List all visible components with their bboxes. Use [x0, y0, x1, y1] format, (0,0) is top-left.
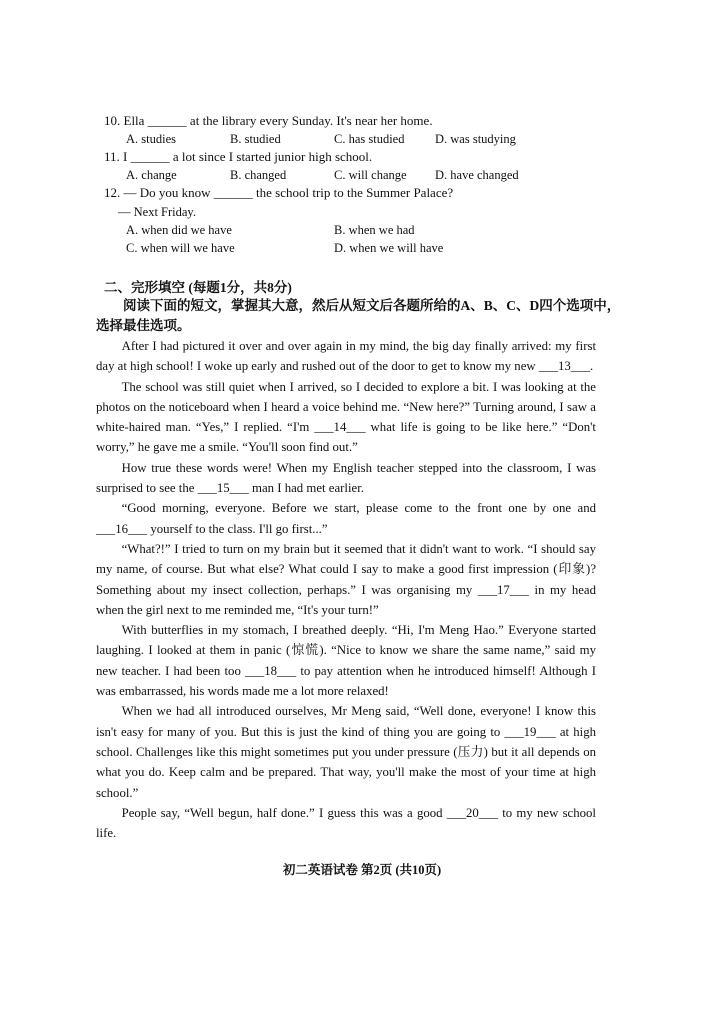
question-12-option-c: C. when will we have [126, 241, 235, 255]
section-title: 二、完形填空 (每题1分，共8分) [104, 280, 292, 295]
question-11-option-a: A. change [126, 168, 177, 182]
question-11-stem: 11. I ______ a lot since I started junior high school. [104, 149, 373, 164]
cloze-passage [96, 336, 596, 843]
passage-paragraph: After I had pictured it over and over again in my mind, the big day finally arrived: my first day at high school! I woke up early and rushed out of the door to get to know my new ___13___. [96, 339, 596, 374]
question-10-option-d: D. was studying [435, 132, 516, 146]
question-12-option-d: D. when we will have [334, 241, 444, 255]
question-10-stem: 10. Ella ______ at the library every Sunday. It's near her home. [104, 113, 433, 128]
passage-paragraph: “Good morning, everyone. Before we start, please come to the front one by one and ___16___ yourself to the class. I'll go first...” [96, 501, 596, 536]
question-12-reply: — Next Friday. [118, 205, 196, 219]
passage-paragraph: When we had all introduced ourselves, Mr Meng said, “Well done, everyone! I know this isn't easy for many of you. But this is just the kind of thing you are going to ___19___ at high school. Challenges like this might sometimes put you under pressure (压力) but it all depends on what you do. Keep calm and be prepared. That way, you'll make the most of your time at high school.” [96, 704, 596, 800]
passage-paragraph: “What?!” I tried to turn on my brain but it seemed that it didn't want to work. “I should say my name, of course. But what else? What could I say to make a good first impression (印象)? Something about my insect collection, perhaps.” I was organising my ___17___ in my head when the girl next to me reminded me, “It's your turn!” [96, 541, 596, 617]
question-10-option-a: A. studies [126, 132, 176, 146]
page-footer: 初二英语试卷 第2页 (共10页) [282, 863, 442, 877]
question-11-option-c: C. will change [334, 168, 407, 182]
question-10-option-b: B. studied [230, 132, 281, 146]
question-11-option-d: D. have changed [435, 168, 519, 182]
section-instruction: 阅读下面的短文，掌握其大意，然后从短文后各题所给的A、B、C、D四个选项中，选择最佳选项。 [96, 298, 621, 333]
question-12-option-a: A. when did we have [126, 223, 232, 237]
passage-paragraph: The school was still quiet when I arrived, so I decided to explore a bit. I was looking at the photos on the noticeboard when I heard a voice behind me. “New here?” Turning around, I saw a white-haired man. “Yes,” I replied. “I'm ___14___ what life is going to be like here.” “Don't worry,” he gave me a smile. “You'll soon find out.” [96, 379, 596, 455]
passage-paragraph: People say, “Well begun, half done.” I guess this was a good ___20___ to my new school life. [96, 805, 596, 841]
question-12-option-b: B. when we had [334, 223, 415, 237]
passage-paragraph: How true these words were! When my English teacher stepped into the classroom, I was surprised to see the ___15___ man I had met earlier. [96, 460, 596, 496]
passage-paragraph: With butterflies in my stomach, I breathed deeply. “Hi, I'm Meng Hao.” Everyone started laughing. I looked at them in panic (惊慌). “Nice to know we share the same name,” said my new teacher. I had been too ___18___ to pay attention when he introduced himself! Although I was embarrassed, his words made me a lot more relaxed! [96, 623, 596, 699]
question-11-option-b: B. changed [230, 168, 287, 182]
question-10-option-c: C. has studied [334, 132, 405, 146]
question-12-stem: 12. — Do you know ______ the school trip to the Summer Palace? [104, 185, 454, 200]
